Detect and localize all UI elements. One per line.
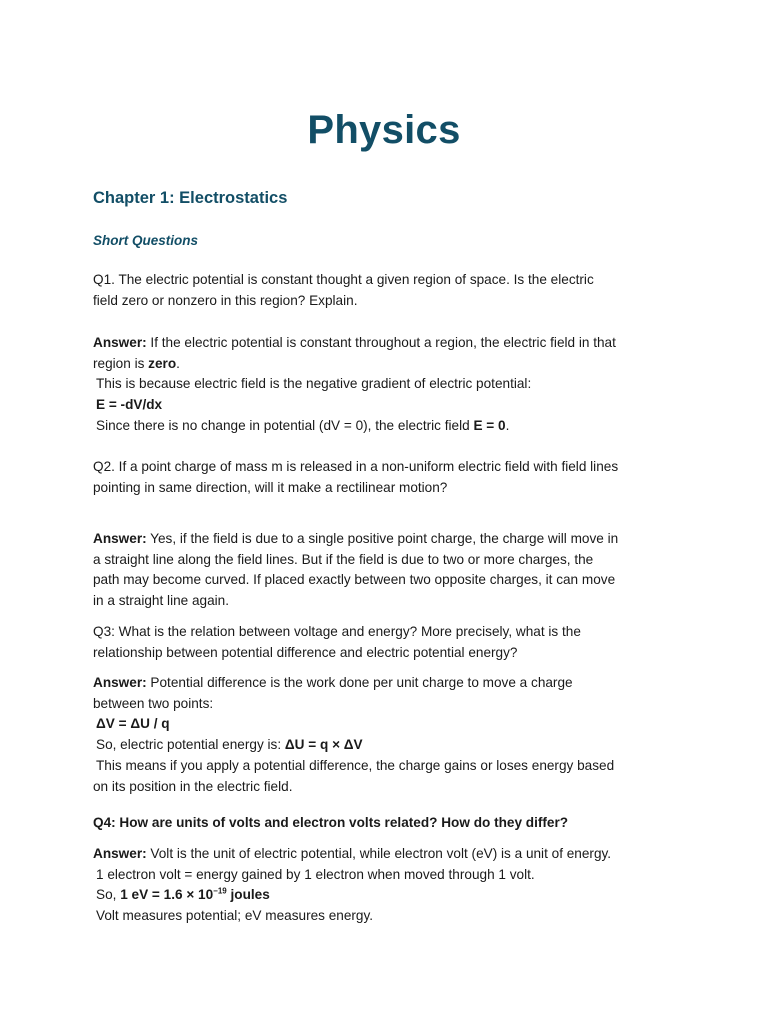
answer-1-formula: E = -dV/dx xyxy=(96,397,163,413)
question-2-line: pointing in same direction, will it make a rectilinear motion? xyxy=(93,479,448,495)
question-1-line: field zero or nonzero in this region? Explain. xyxy=(93,292,358,308)
answer-1-text: . xyxy=(505,417,510,433)
question-3 xyxy=(93,622,678,663)
question-1 xyxy=(93,270,678,311)
answer-2-line: a straight line along the field lines. But if the field is due to two or more charges, the xyxy=(93,551,594,567)
answer-4-text: Volt is the unit of electric potential, while electron volt (eV) is a unit of energy. xyxy=(146,846,612,861)
answer-2 xyxy=(93,529,678,612)
question-2-line: Q2. If a point charge of mass m is released in a non-uniform electric field with field lines xyxy=(93,459,619,474)
answer-4-exponent: −19 xyxy=(213,886,227,896)
section-heading: Short Questions xyxy=(93,233,199,248)
answer-3-text: This means if you apply a potential difference, the charge gains or loses energy based xyxy=(96,757,615,773)
answer-1-text: region is xyxy=(93,355,149,371)
answer-1-text: If the electric potential is constant throughout a region, the electric field in that xyxy=(146,335,616,350)
question-3-line: relationship between potential difference and electric potential energy? xyxy=(93,644,518,660)
answer-1 xyxy=(93,333,678,437)
answer-4-text: So, xyxy=(96,887,121,903)
question-2 xyxy=(93,457,678,498)
answer-3-text: between two points: xyxy=(93,695,214,711)
answer-3-text: Potential difference is the work done per unit charge to move a charge xyxy=(146,675,573,690)
answer-3-formula: ΔV = ΔU / q xyxy=(96,716,170,732)
answer-4-text: 1 electron volt = energy gained by 1 electron when moved through 1 volt. xyxy=(96,866,535,882)
answer-label: Answer: xyxy=(93,335,147,350)
question-3-line: Q3: What is the relation between voltage and energy? More precisely, what is the xyxy=(93,624,581,639)
answer-3 xyxy=(93,673,678,797)
answer-3-text: So, electric potential energy is: xyxy=(96,737,285,753)
answer-2-text: Yes, if the field is due to a single positive point charge, the charge will move in xyxy=(146,531,619,546)
answer-2-line: path may become curved. If placed exactly between two opposite charges, it can move xyxy=(93,572,616,588)
question-4: Q4: How are units of volts and electron volts related? How do they differ? xyxy=(93,815,569,830)
answer-1-text: Since there is no change in potential (dV = 0), the electric field xyxy=(96,417,474,433)
answer-1-explanation: This is because electric field is the negative gradient of electric potential: xyxy=(96,376,532,392)
answer-label: Answer: xyxy=(93,675,147,690)
answer-2-line: in a straight line again. xyxy=(93,593,230,609)
answer-3-text: on its position in the electric field. xyxy=(93,778,293,794)
page-title: Physics xyxy=(307,108,461,152)
answer-4 xyxy=(93,844,678,927)
answer-4-formula: 1 eV = 1.6 × 10 xyxy=(120,887,214,903)
answer-4-unit: joules xyxy=(226,887,270,903)
answer-4-text: Volt measures potential; eV measures energy. xyxy=(96,908,374,924)
answer-3-formula-energy: ΔU = q × ΔV xyxy=(284,737,363,753)
answer-1-result: E = 0 xyxy=(473,417,506,433)
chapter-heading: Chapter 1: Electrostatics xyxy=(93,189,288,207)
question-1-line: Q1. The electric potential is constant thought a given region of space. Is the electric xyxy=(93,272,594,287)
answer-label: Answer: xyxy=(93,846,147,861)
answer-1-emphasis: zero xyxy=(148,355,177,371)
answer-label: Answer: xyxy=(93,531,147,546)
answer-1-text: . xyxy=(176,355,180,371)
